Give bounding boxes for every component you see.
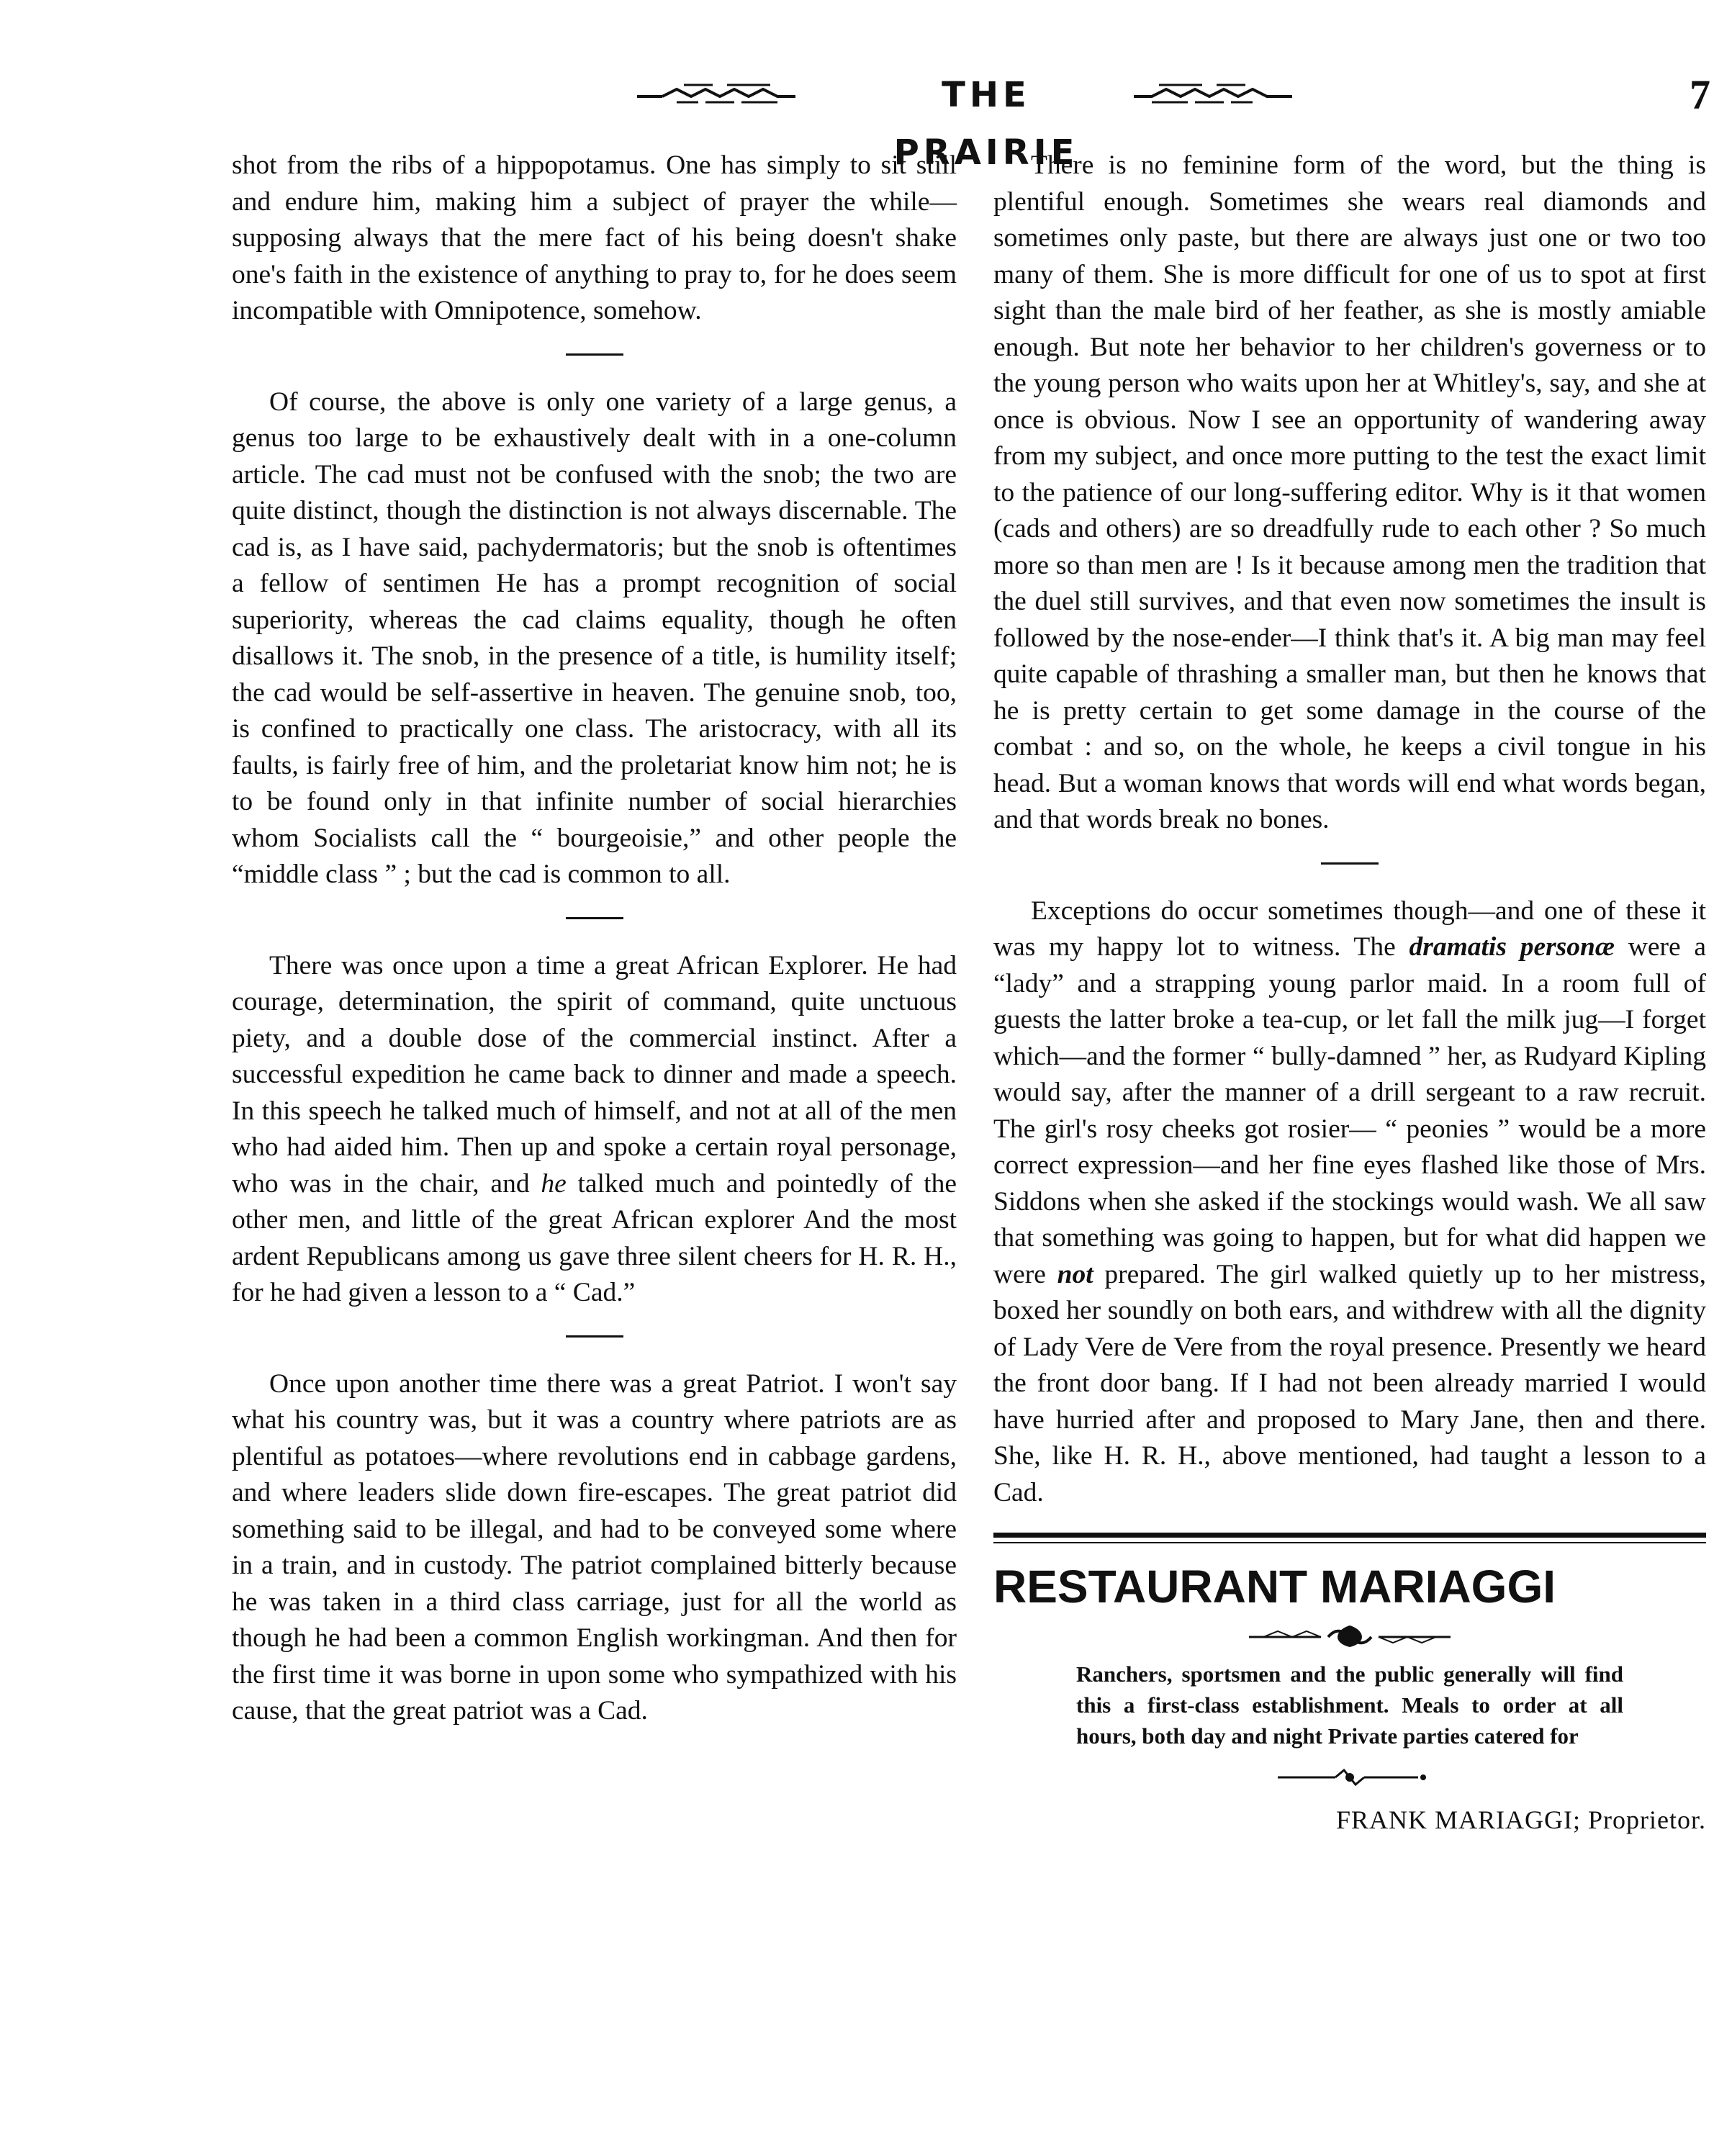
right-flourish-ornament — [1130, 79, 1296, 111]
advertisement-rule-thick — [993, 1533, 1706, 1538]
section-separator — [566, 1335, 623, 1338]
restaurant-name: RESTAURANT MARIAGGI — [993, 1561, 1556, 1613]
right-column — [993, 148, 1706, 1838]
section-separator — [566, 353, 623, 356]
paragraph: Once upon another time there was a great Patriot. I won't say what his country was, but it was a country where patriots are as plentiful as potatoes—where revolutions end in cabbage gardens, and where leaders slide down fire-escapes. The great patriot did something said to be illegal, and had to be conveyed some where in a train, and in custody. The patriot complained bitterly because he was taken in a third class carriage, just for all the world as though he had been a common English workingman. And then for the first time it was borne in upon some who sympathized with his cause, that the great patriot was a Cad. — [232, 1368, 957, 1726]
italic-phrase: dramatis personæ — [1409, 932, 1615, 962]
paragraph: There is no feminine form of the word, but the thing is plentiful enough. Sometimes she wears real diamonds and sometimes only paste, but there are always just one or two too many of them. She is more difficult for one of us to spot at first sight than the male bird of her feather, as she is mostly amiable enough. But note her behavior to her children's governess or to the young person who waits upon her at Whitley's, say, and she at once is obvious. Now I see an opportunity of wandering away from my subject, and once more putting to the test the exact limit to the patience of our long-suffering editor. Why is it that women (cads and others) are so dreadfully rude to each other ? So much more so than men are ! Is it because among men the tradition that the duel still survives, and that even now sometimes the insult is followed by the nose-ender—I think that's it. A big man may feel quite capable of thrashing a smaller man, but then he knows that he is pretty certain to get some damage in the course of the combat : and so, on the whole, he keeps a civil tongue in his head. But a woman knows that words will end what words began, and that words break no bones. — [993, 150, 1706, 834]
paragraph: shot from the ribs of a hippopotamus. One has simply to sit still and endure him, making him a subject of prayer the while—supposing always that the mere fact of his being doesn't shake one's faith in the existence of anything to pray to, for he does seem incompatible with Omnipotence, somehow. — [232, 150, 957, 325]
paragraph — [232, 948, 957, 1312]
text-run: were a “lady” and a strapping young parlor maid. In a room full of guests the latter broke a tea-cup, or let fall the milk jug—I forget which—and the former “ bully-damned ” her, as Rudyard Kipling would say, after the manner of a drill sergeant to a raw recruit. The girl's rosy cheeks got rosier— “ peonies ” would be a more correct expression—and her fine eyes flashed like those of Mrs. Siddons when she asked if the stockings would wash. We all saw that something was going to happen, but for what did happen we were — [993, 932, 1706, 1289]
publication-title: THE PRAIRIE — [893, 75, 1079, 173]
paragraph — [993, 893, 1706, 1512]
section-separator — [1321, 862, 1379, 865]
text-run: Exceptions do occur sometimes though—and one of these it was my happy lot to witness. The — [993, 896, 1706, 962]
dash-ornament — [1263, 1764, 1436, 1789]
text-run: talked much and pointedly of the other men, and little of the great African explorer And the most ardent Republicans among us gave three silent cheers for H. R. H., for he had given a lesson to a “ Cad.” — [232, 1168, 957, 1307]
italic-word: not — [1057, 1259, 1093, 1289]
paragraph: Of course, the above is only one variety of a large genus, a genus too large to be exhaustively dealt with in a one-column article. The cad must not be confused with the snob; the two are quite distinct, though the distinction is not always discernable. The cad is, as I have said, pachydermatoris; but the snob is oftentimes a fellow of sentimen He has a prompt recognition of social superiority, whereas the cad claims equality, though he often disallows it. The snob, in the presence of a title, is humility itself; the cad would be self-assertive in heaven. The genuine snob, too, is confined to practically one class. The aristocracy, with all its faults, is fairly free of him, and the proletariat know him not; he is to be found only in that infinite number of social hierarchies whom Socialists call the “ bourgeoisie,” and other people the “middle class ” ; but the cad is common to all. — [232, 387, 957, 889]
italic-word: he — [541, 1168, 567, 1199]
text-run: There was once upon a time a great African Explorer. He had courage, determination, the spirit of command, quite unctuous piety, and a double dose of the commercial instinct. After a successful expedition he came back to dinner and made a speech. In this speech he talked much of himself, and not at all of the men who had aided him. Then up and spoke a certain royal personage, who was in the chair, and — [232, 950, 957, 1199]
advertisement-body: Ranchers, sportsmen and the public generally will find this a first-class establishment. Meals to order at all hours, both day and night Private parties catered for — [1076, 1661, 1623, 1749]
running-header — [230, 66, 1732, 173]
section-separator — [566, 917, 623, 919]
text-run: prepared. The girl walked quietly up to her mistress, boxed her soundly on both ears, and withdrew with all the dignity of Lady Vere de Vere from the royal presence. Presently we heard the front door bang. If I had not been already married I would have hurried after and proposed to Mary Jane, then and there. She, like H. R. H., above mentioned, had taught a lesson to a Cad. — [993, 1259, 1707, 1507]
proprietor-line: FRANK MARIAGGI; Proprietor. — [1335, 1805, 1706, 1834]
left-flourish-ornament — [633, 79, 799, 111]
left-column — [232, 148, 957, 1730]
advertisement-rule-thin — [993, 1542, 1706, 1543]
page-number: 7 — [1690, 71, 1710, 118]
leaf-ornament — [1242, 1621, 1458, 1650]
restaurant-advertisement — [993, 1533, 1706, 1838]
